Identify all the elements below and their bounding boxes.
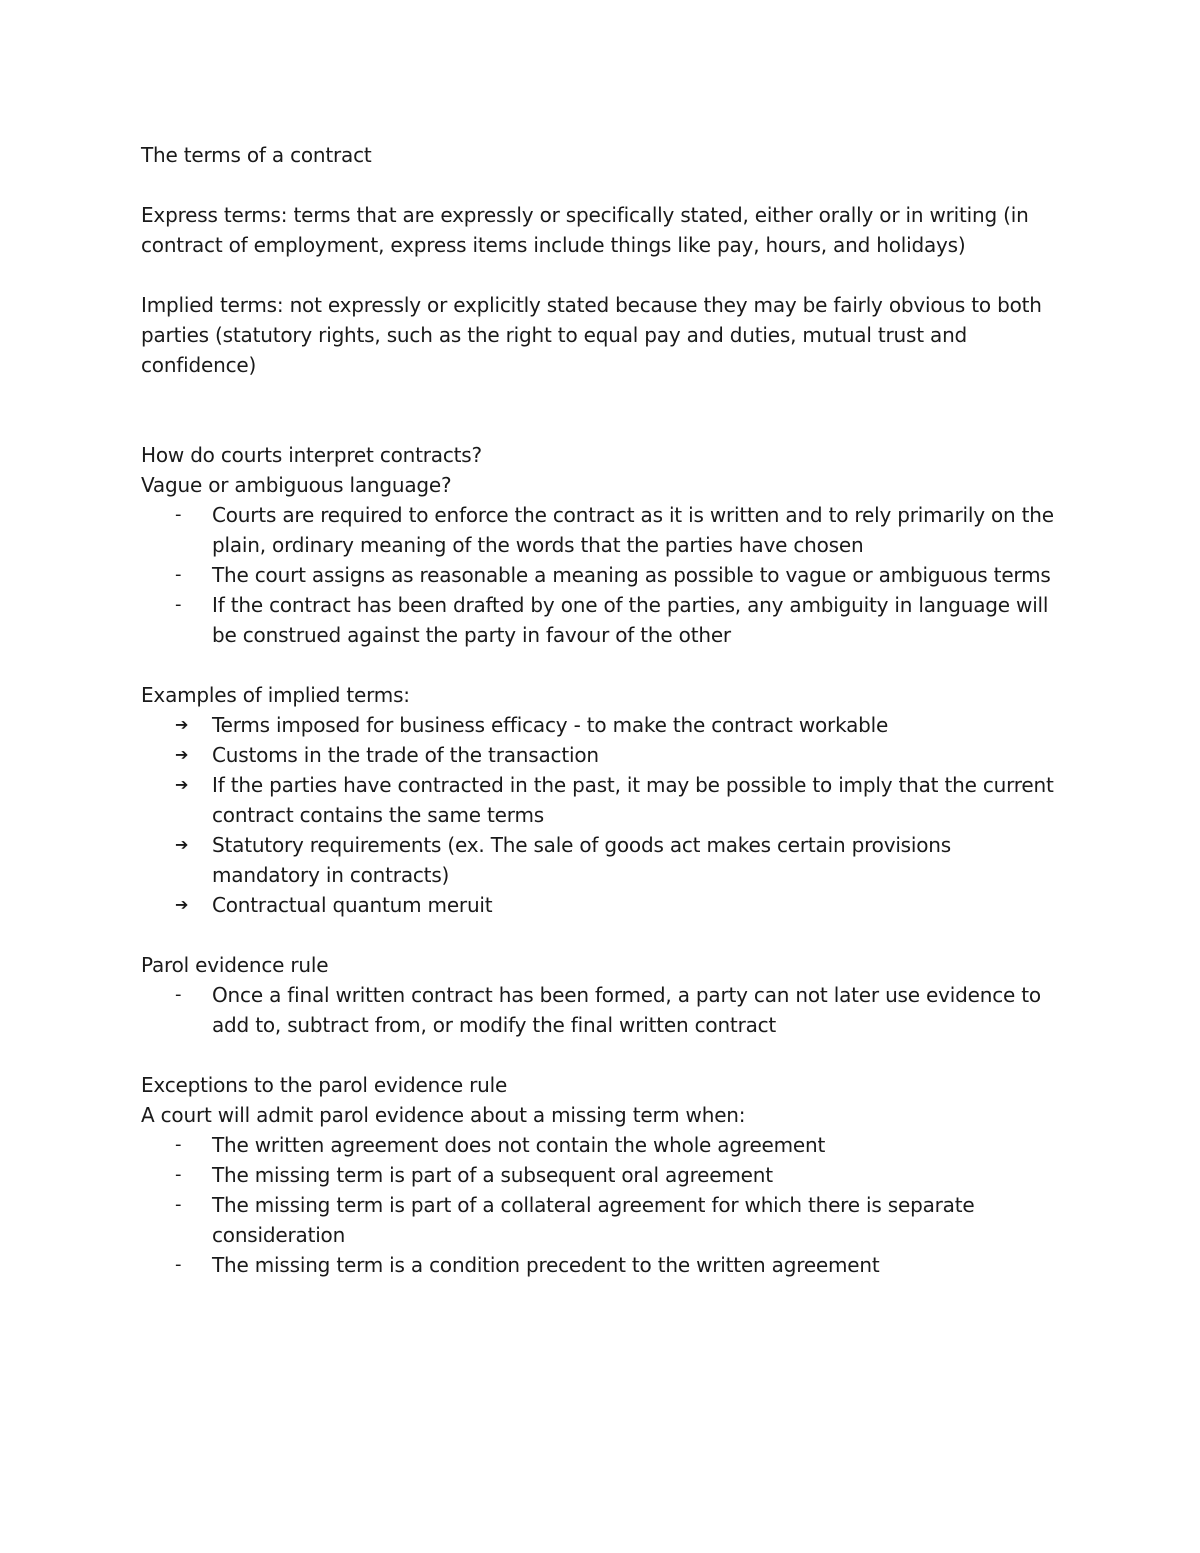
list-item: [141, 890, 1061, 920]
exceptions-list: [141, 1130, 1061, 1280]
dash-bullet: -: [175, 984, 182, 1005]
list-item-text: If the contract has been drafted by one of the parties, any ambiguity in language will be construed against the party in favour of the other: [212, 593, 1049, 647]
list-item: [141, 710, 1061, 740]
list-item-text: Statutory requirements (ex. The sale of goods act makes certain provisions mandatory in contracts): [212, 833, 951, 887]
document-page: [141, 140, 1061, 1280]
exceptions-subheading: A court will admit parol evidence about a missing term when:: [141, 1103, 746, 1127]
arrow-bullet-icon: ➔: [175, 715, 189, 734]
interpret-subheading: Vague or ambiguous language?: [141, 473, 452, 497]
arrow-bullet-icon: ➔: [175, 745, 189, 764]
arrow-bullet-icon: ➔: [175, 775, 189, 794]
list-item: [141, 560, 1061, 590]
dash-bullet: -: [175, 504, 182, 525]
list-item-text: The court assigns as reasonable a meaning as possible to vague or ambiguous terms: [212, 563, 1051, 587]
list-item: [141, 1130, 1061, 1160]
list-item-text: The missing term is part of a subsequent oral agreement: [212, 1163, 773, 1187]
express-terms-paragraph: Express terms: terms that are expressly or specifically stated, either orally or in writing (in contract of employment, express items include things like pay, hours, and holidays): [141, 203, 1029, 257]
list-item-text: The missing term is part of a collateral agreement for which there is separate consideration: [212, 1193, 975, 1247]
list-item-text: Once a final written contract has been formed, a party can not later use evidence to add to, subtract from, or modify the final written contract: [212, 983, 1041, 1037]
interpret-list: [141, 500, 1061, 650]
list-item: [141, 830, 1061, 890]
dash-bullet: -: [175, 1254, 182, 1275]
dash-bullet: -: [175, 1164, 182, 1185]
implied-terms-paragraph: Implied terms: not expressly or explicitly stated because they may be fairly obvious to both parties (statutory rights, such as the right to equal pay and duties, mutual trust and confidence): [141, 293, 1042, 377]
dash-bullet: -: [175, 594, 182, 615]
list-item: [141, 1160, 1061, 1190]
list-item-text: If the parties have contracted in the past, it may be possible to imply that the current contract contains the same terms: [212, 773, 1054, 827]
list-item: [141, 1190, 1061, 1250]
list-item: [141, 1250, 1061, 1280]
parol-list: [141, 980, 1061, 1040]
interpret-heading: How do courts interpret contracts?: [141, 443, 482, 467]
list-item: [141, 740, 1061, 770]
dash-bullet: -: [175, 564, 182, 585]
list-item: [141, 590, 1061, 650]
list-item-text: The written agreement does not contain the whole agreement: [212, 1133, 826, 1157]
examples-heading: Examples of implied terms:: [141, 683, 410, 707]
list-item-text: Customs in the trade of the transaction: [212, 743, 599, 767]
parol-heading: Parol evidence rule: [141, 953, 329, 977]
dash-bullet: -: [175, 1194, 182, 1215]
list-item-text: Contractual quantum meruit: [212, 893, 493, 917]
dash-bullet: -: [175, 1134, 182, 1155]
list-item-text: The missing term is a condition precedent to the written agreement: [212, 1253, 880, 1277]
exceptions-heading: Exceptions to the parol evidence rule: [141, 1073, 508, 1097]
document-title: The terms of a contract: [141, 143, 372, 167]
list-item: [141, 500, 1061, 560]
list-item: [141, 770, 1061, 830]
arrow-bullet-icon: ➔: [175, 895, 189, 914]
list-item-text: Terms imposed for business efficacy - to make the contract workable: [212, 713, 889, 737]
list-item: [141, 980, 1061, 1040]
examples-list: [141, 710, 1061, 920]
arrow-bullet-icon: ➔: [175, 835, 189, 854]
list-item-text: Courts are required to enforce the contract as it is written and to rely primarily on the plain, ordinary meaning of the words that the parties have chosen: [212, 503, 1054, 557]
